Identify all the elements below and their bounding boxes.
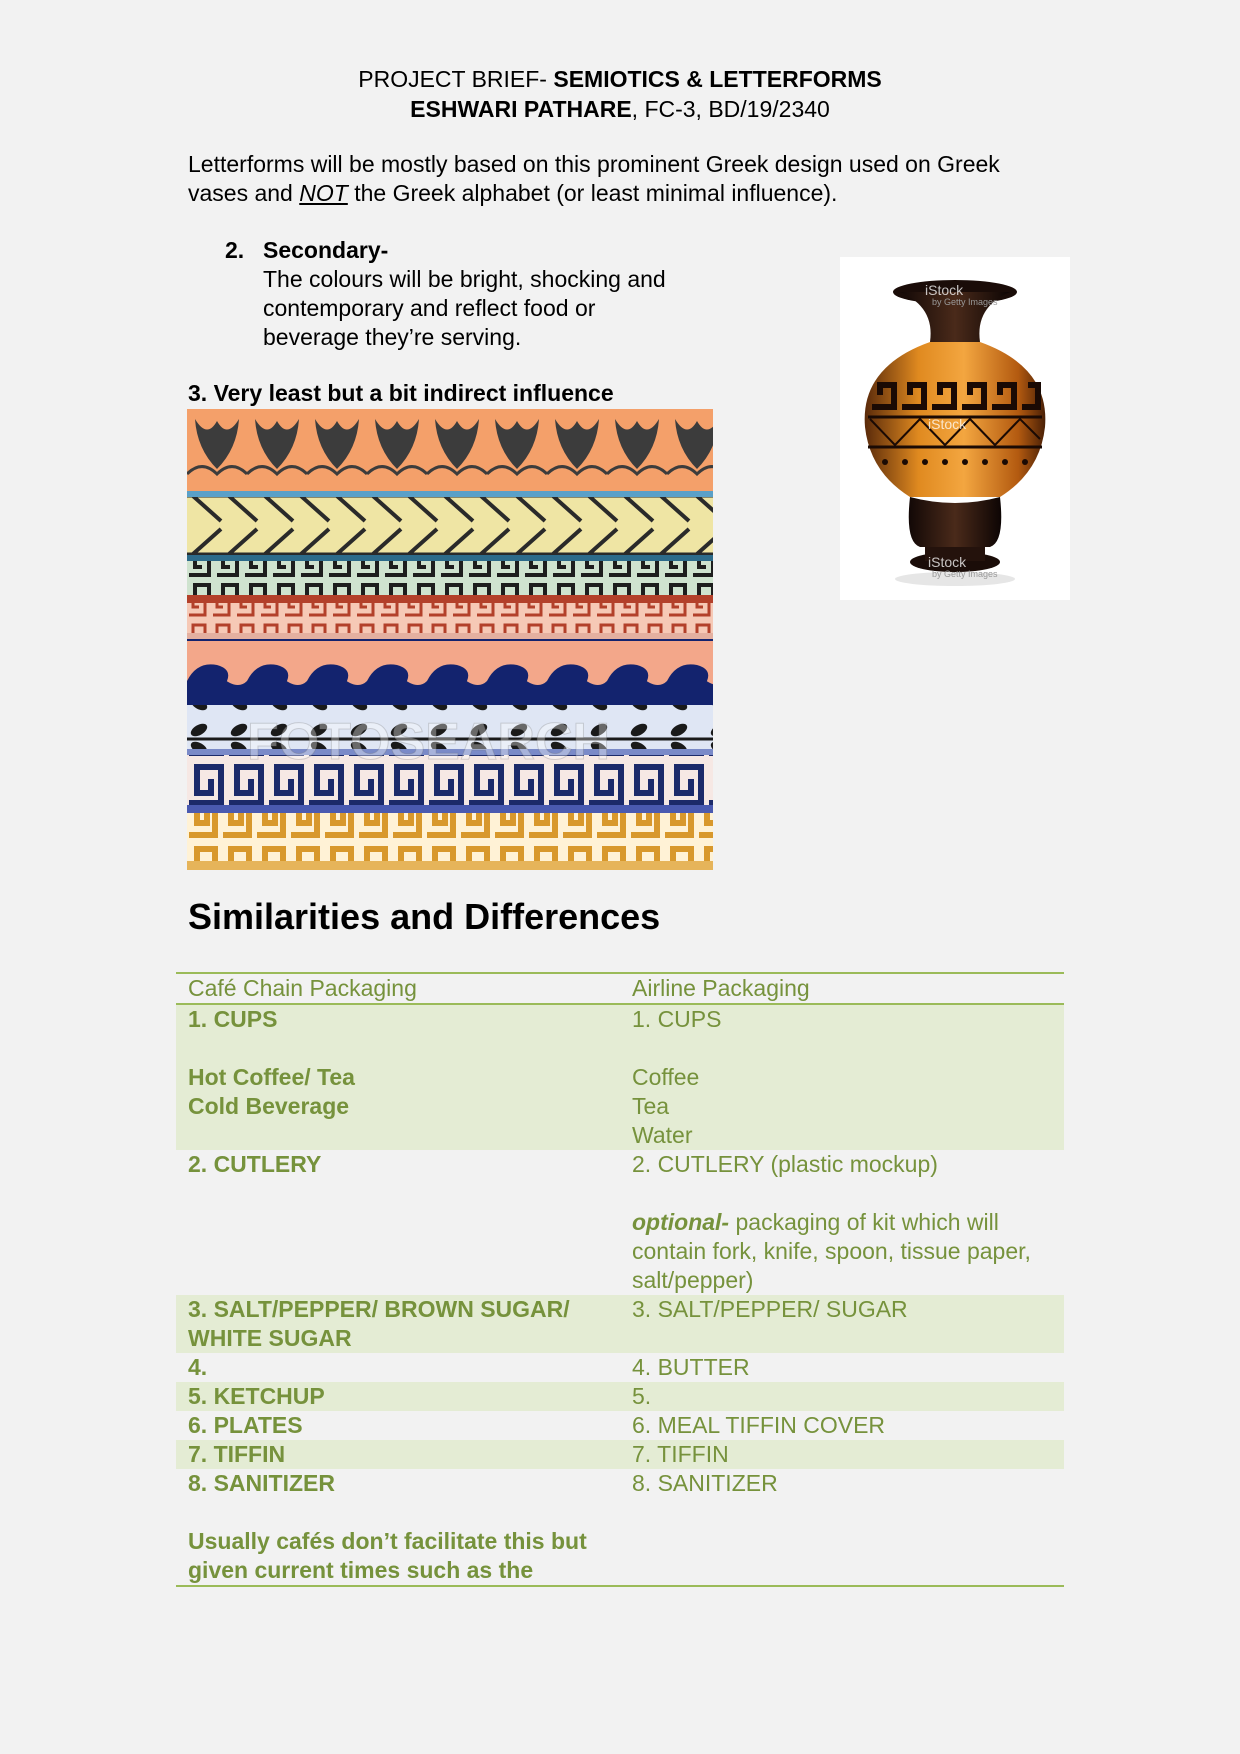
greek-pattern-bands-image	[187, 409, 713, 870]
table-row	[176, 1382, 1064, 1411]
airline-cell: 2. CUTLERY (plastic mockup) optional- packaging of kit which will contain fork, knife, spoon, tissue paper, salt/pepper)	[632, 1151, 1031, 1293]
vase-watermark: iStock	[925, 282, 964, 298]
airline-cell: 8. SANITIZER	[620, 1469, 1064, 1586]
comparison-table	[176, 972, 1064, 1587]
cafe-cell: 8. SANITIZER Usually cafés don’t facilitate this but given current times such as the	[176, 1469, 620, 1586]
optional-label: optional-	[632, 1209, 730, 1235]
secondary-list-item: 2. Secondary- The colours will be bright, shocking and contemporary and reflect food or beverage they’re serving.	[225, 237, 666, 350]
table-row	[176, 1469, 1064, 1586]
document-header	[0, 64, 1240, 124]
cafe-cell: 4.	[188, 1354, 208, 1380]
airline-cell: 7. TIFFIN	[620, 1440, 1064, 1469]
pattern-watermark: FOTOSEARCH	[247, 713, 611, 771]
table-row	[176, 1411, 1064, 1440]
table-row	[176, 1440, 1064, 1469]
vase-watermark: iStock	[928, 554, 967, 570]
not-emphasis: NOT	[299, 180, 348, 206]
airline-cell: 4. BUTTER	[632, 1354, 750, 1380]
header-line-2: ESHWARI PATHARE, FC-3, BD/19/2340	[410, 96, 830, 122]
table-row	[176, 1004, 1064, 1150]
cafe-cell: 6. PLATES	[188, 1412, 303, 1438]
cafe-cell: 1. CUPS Hot Coffee/ Tea Cold Beverage	[176, 1004, 620, 1150]
cafe-cell: 5. KETCHUP	[176, 1382, 620, 1411]
cafe-cell: 2. CUTLERY	[188, 1151, 322, 1177]
vase-watermark: by Getty Images	[932, 569, 998, 579]
airline-cell: 5.	[620, 1382, 1064, 1411]
airline-cell: 1. CUPS Coffee Tea Water	[620, 1004, 1064, 1150]
column-header-cafe: Café Chain Packaging	[176, 973, 620, 1004]
intro-paragraph: Letterforms will be mostly based on this prominent Greek design used on Greek vases and NOT the Greek alphabet (or least minimal influence).	[188, 151, 1000, 206]
cafe-cell: 7. TIFFIN	[176, 1440, 620, 1469]
header-line-1: PROJECT BRIEF- SEMIOTICS & LETTERFORMS	[358, 66, 882, 92]
airline-cell: 3. SALT/PEPPER/ SUGAR	[620, 1295, 1064, 1353]
column-header-airline: Airline Packaging	[620, 973, 1064, 1004]
table-header-row	[176, 973, 1064, 1004]
airline-cell: 6. MEAL TIFFIN COVER	[632, 1412, 886, 1438]
vase-watermark: iStock	[928, 416, 967, 432]
table-row	[176, 1353, 1064, 1382]
greek-vase-image	[840, 257, 1070, 600]
influence-heading: 3. Very least but a bit indirect influence	[188, 380, 614, 406]
cafe-cell: 3. SALT/PEPPER/ BROWN SUGAR/ WHITE SUGAR	[176, 1295, 620, 1353]
table-row	[176, 1150, 1064, 1295]
table-row	[176, 1295, 1064, 1353]
vase-watermark: by Getty Images	[932, 297, 998, 307]
section-heading: Similarities and Differences	[188, 896, 661, 937]
